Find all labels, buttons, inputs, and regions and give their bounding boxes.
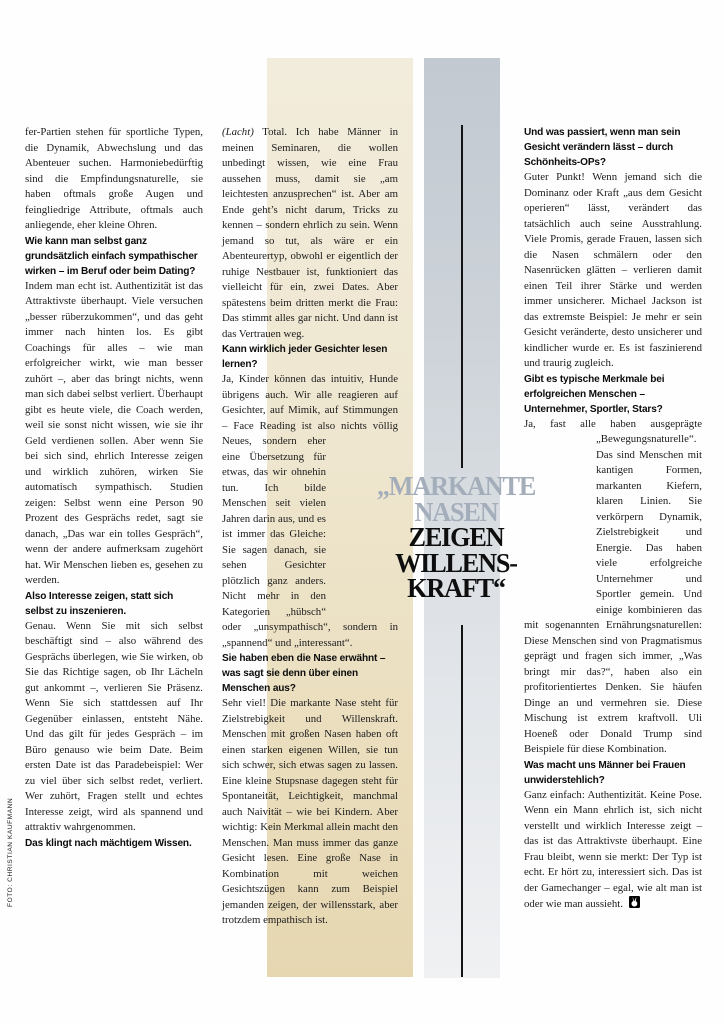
vertical-rule-bottom	[461, 625, 463, 977]
playboy-bunny-end-mark-icon	[629, 896, 640, 908]
interview-question: Also Interesse zeigen, statt sich selbst zu inszenieren.	[25, 590, 174, 617]
pull-quote-line: KRAFT“	[407, 573, 505, 603]
answer-paragraph: Guter Punkt! Wenn jemand sich die Dominanz oder Kraft „aus dem Gesicht operieren“ lässt, verändert das tatsächlich auch seine Ausstrahlung. Viele Promis, gerade Frauen, lassen sich die Nasen schmälern oder den Nasenrücken glätten – verlieren damit einen Teil ihrer Stärke und werden immer unsicherer. Michael Jackson ist das extremste Beispiel: Je mehr er sein Gesicht veränderte, desto unsicherer und kindlicher wurde er. Es ist faszinierend und traurig zugleich.	[524, 171, 702, 369]
pull-quote	[351, 471, 561, 603]
interview-question: Wie kann man selbst ganz grundsätzlich einfach sympathischer wirken – im Beruf oder beim Dating?	[25, 235, 198, 277]
answer-paragraph: Sehr viel! Die markante Nase steht für Zielstrebigkeit und Willenskraft. Menschen mit großen Nasen haben oft einen starken eigenen Willen, sie tun sich schwer, sich etwas sagen zu lassen. Eine kleine Stupsnase dagegen steht für Spontaneität, Leichtigkeit, manchmal auch Naivität – wie bei Kindern. Aber wichtig: Kein Merkmal allein macht den Menschen. Man muss immer das ganze Gesicht lesen. Eine große Nase in Kombination mit weichen Gesichtszügen kann zum Beispiel jemanden zeigen, der willensstark, aber trotzdem empathisch ist.	[222, 697, 398, 926]
interview-question: Gibt es typische Merkmale bei erfolgreichen Menschen – Unternehmer, Sportler, Stars?	[524, 373, 665, 415]
pull-quote-line: ZEIGEN	[408, 522, 504, 552]
interview-question: Was macht uns Männer bei Frauen unwiderstehlich?	[524, 759, 686, 786]
answer-paragraph	[222, 125, 398, 342]
answer-paragraph	[524, 788, 702, 913]
pull-quote-line: NASEN	[414, 496, 498, 527]
answer-paragraph: Genau. Wenn Sie mit sich selbst beschäftigt sind – also während des Gesprächs überlegen, wie Sie wirken, ob Sie das Richtige sagen, ob Ihr Lächeln gut ankommt –, verlieren Sie Präsenz. Wenn Sie sich stattdessen auf Ihr Gegenüber einlassen, entsteht Nähe. Und das gilt für jedes Gespräch – im Büro genauso wie beim Date. Beim ersten Date ist das Paradebeispiel: Wer zu viel über sich selbst redet, verliert. Wer zuhört, Fragen stellt und echtes Interesse zeigt, wird als spannend und attraktiv wahrgenommen.	[25, 619, 203, 833]
answer-text: Ja, fast alle haben ausgeprägte „Bewegungsnaturelle“. Das sind Menschen mit kantigen Formen, markanten Kiefern, klaren Linien. Sie verkörpern Dynamik, Zielstrebigkeit und Energie. Das haben viele erfolgreiche Unternehmer und Sportler gemein. Und einige kombinieren das mit sogenannten Ernährungsnaturellen: Diese Menschen sind von Pragmatismus geprägt und fragen sich immer, „Was bringt mir das?“, haben also ein profitorientiertes Denken. Sie häufen Dinge an und vermehren sie. Diese Mischung ist extrem kraftvoll. Uli Hoeneß oder Donald Trump sind Beispiele für diese Kombination.	[524, 417, 702, 755]
pull-quote-line: WILLENS-	[395, 547, 517, 578]
intro-paragraph: fer-Partien stehen für sportliche Typen, die Dynamik, Abwechslung und das Abenteuer suchen. Harmoniebedürftig sind die Empfindungsnaturelle, sie haben oftmals große Augen und feingliedrige Attribute, oftmals auch anliegende, eher kleine Ohren.	[25, 126, 203, 231]
vertical-rule-top	[461, 125, 463, 468]
stage-direction: (Lacht)	[222, 126, 254, 138]
interview-question: Sie haben eben die Nase erwähnt – was sagt sie denn über einen Menschen aus?	[222, 653, 386, 694]
answer-text: Ja, Kinder können das intuitiv, Hunde übrigens auch. Wir alle reagieren auf Gesichter, auf Mimik, auf Stimmungen – Face Reading ist also nichts völlig Neues, sondern eher eine Übersetzung für etwas, das wir ohnehin tun. Ich bilde Menschen seit vielen Jahren darin aus, und es ist immer das Gleiche: Sie sagen danach, sie sehen Gesichter plötzlich ganz anders. Nicht mehr in den Kategorien „hübsch“ oder „unsympathisch“, sondern in „spannend“ und „interessant“.	[222, 373, 398, 649]
column-left	[25, 125, 203, 851]
interview-question: Das klingt nach mächtigem Wissen.	[25, 837, 192, 849]
pull-quote-line: „MARKANTE	[376, 471, 536, 501]
answer-text: Ganz einfach: Authentizität. Keine Pose. Wenn ein Mann ehrlich ist, sich nicht verstellt und wirklich Interesse zeigt – das ist das Attraktivste überhaupt. Eine Frau bleibt, wenn sie merkt: Der Typ ist echt. Er hört zu, interessiert sich. Das ist der Gamechanger – egal, wie alt man ist oder wie man aussieht.	[524, 788, 702, 910]
answer-paragraph: Indem man echt ist. Authentizität ist das Attraktivste überhaupt. Viele versuchen „besser rüberzukommen“, und das geht immer nach hinten los. Es gibt Coachings für alles – wie man erfolgreicher wirkt, wie man besser zuhört –, aber das bringt nichts, wenn man sich dabei selbst verliert. Überhaupt gibt es heute viele, die Coach werden, weil sie sonst nicht wissen, wie sie ihr Geld verdienen sollen. Aber wenn Sie bei sich sind, ehrlich Interesse zeigen und wirklich zuhören, wirken Sie automatisch sympathisch. Studien zeigen: Selbst wenn eine Person 90 Prozent des Gesprächs redet, sagt sie danach, „Das war ein tolles Gespräch“, wenn der andere aufmerksam zugehört hat. Wir Menschen lieben es, gesehen zu werden.	[25, 279, 203, 586]
photo-credit: FOTO: CHRISTIAN KAUFMANN	[7, 797, 14, 907]
answer-text: Total. Ich habe Männer in meinen Seminaren, die wollen unbedingt wissen, wie eine Frau aussehen muss, damit sie „am leichtesten anzusprechen“ ist. Aber am Ende geht’s nicht darum, Tricks zu kennen – sondern ehrlich zu sein. Wenn jemand so tut, als wäre er ein Abenteurertyp, obwohl er eigentlich der ruhige Nestbauer ist, funktioniert das vielleicht für ein, zwei Dates. Aber spätestens beim dritten merkt die Frau: Das stimmt alles gar nicht. Und dann ist das Vertrauen weg.	[222, 126, 398, 340]
interview-question: Und was passiert, wenn man sein Gesicht verändern lässt – durch Schönheits-OPs?	[524, 127, 681, 168]
interview-question: Kann wirklich jeder Gesichter lesen lernen?	[222, 344, 388, 370]
